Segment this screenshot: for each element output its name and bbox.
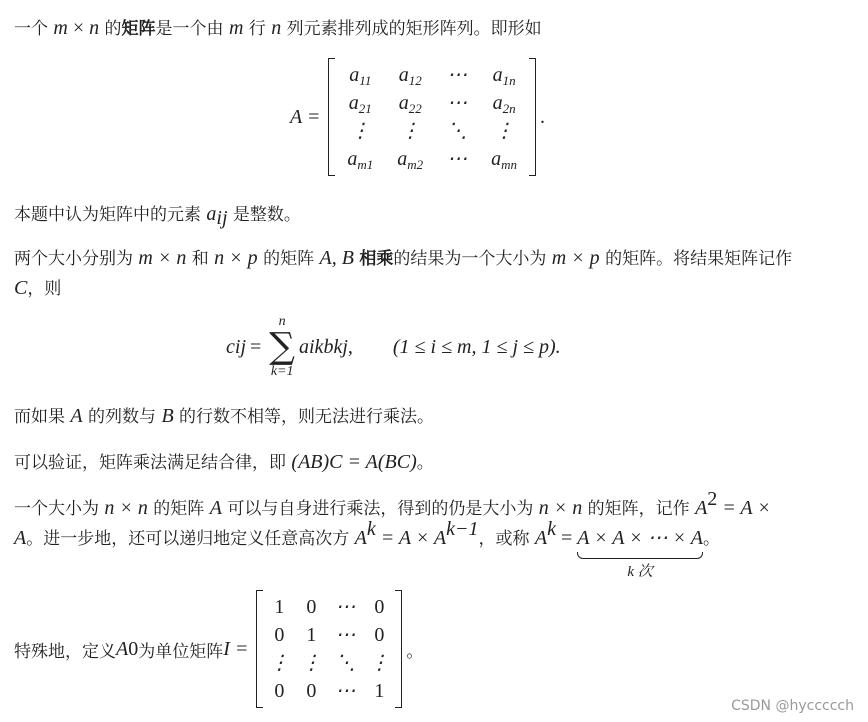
comma: , (347, 335, 353, 358)
summation (269, 314, 295, 380)
cell: ⋯ (447, 148, 468, 170)
product-chain: A × A × ⋯ × A (577, 527, 703, 549)
right-bracket (529, 58, 536, 176)
var-c: c (226, 335, 235, 358)
cell: $a_{m1}$ (347, 148, 374, 172)
times: × (67, 17, 90, 39)
math: n × n (538, 497, 583, 519)
paragraph-dimension-mismatch (14, 404, 434, 429)
var-b: b (323, 335, 334, 358)
text: 的矩阵 (147, 499, 210, 519)
text: 的矩阵，记作 (582, 499, 696, 519)
brace-line (577, 552, 703, 559)
matrix-row: 0 1 ⋯ 0 (274, 624, 385, 646)
matrix-row (335, 117, 529, 145)
text: 可以验证，矩阵乘法满足结合律，即 (14, 453, 292, 473)
superscript: k (366, 518, 376, 540)
matrix-row (335, 61, 529, 89)
var-n: n (271, 17, 282, 39)
left-bracket (256, 590, 263, 708)
formula-display: c ij = n ∑ k=1 a ik b kj , (1 ≤ i ≤ m, 1 ≤ j ≤ p). (226, 314, 561, 379)
text: 本题中认为矩阵中的元素 (14, 205, 207, 225)
brace-label: k 次 (627, 564, 653, 580)
var-a: A (70, 405, 83, 427)
text: 的行数不相等，则无法进行乘法。 (173, 407, 435, 427)
sigma: ∑ (269, 326, 295, 367)
math: m × p (551, 247, 600, 269)
subscript: ij (216, 207, 228, 229)
cell: $a_{mn}$ (491, 148, 518, 172)
cell: $a_{21}$ (348, 92, 372, 116)
superscript: 2 (707, 488, 718, 510)
cell: ⋮ (494, 120, 515, 142)
var-a: A (14, 527, 27, 549)
matrix-row: 1 0 ⋯ 0 (274, 596, 385, 618)
var-n: n (89, 17, 100, 39)
paragraph-associativity (14, 450, 434, 475)
math: A, B (319, 247, 354, 269)
paragraph-power (14, 488, 771, 521)
cell: $a_{1n}$ (492, 64, 516, 88)
equals: = (250, 335, 262, 358)
var-a: a (299, 335, 309, 358)
cell: ⋱ (447, 120, 468, 142)
matrix-row (335, 89, 529, 117)
math: m × n (138, 247, 187, 269)
text: 是一个由 (155, 19, 229, 39)
csdn-watermark: CSDN @hyccccch (731, 698, 854, 714)
text: 为单位矩阵 (138, 641, 224, 662)
var-a: A (695, 497, 708, 519)
superscript: k (547, 518, 556, 540)
text: ，则 (27, 279, 62, 299)
math: n × p (214, 247, 258, 269)
text: 。 (702, 529, 720, 549)
var-m: m (53, 17, 68, 39)
var-a: A (209, 497, 222, 519)
right-bracket (395, 590, 402, 708)
math: (AB)C = A(BC) (291, 451, 417, 473)
math: n × n (104, 497, 148, 519)
cell: ⋯ (447, 92, 468, 114)
matrix-a-table (335, 61, 529, 173)
text: 和 (186, 249, 215, 269)
var-b: B (161, 405, 174, 427)
period: 。 (406, 641, 424, 662)
paragraph-multiplication (14, 246, 792, 271)
period: . (540, 105, 546, 128)
math: = A × (717, 497, 771, 519)
var-c: C (14, 277, 28, 299)
text: 而如果 (14, 407, 71, 427)
var-i: I = (223, 637, 249, 660)
matrix-lhs: A = (290, 105, 321, 128)
condition: (1 ≤ i ≤ m, 1 ≤ j ≤ p). (392, 335, 561, 358)
text: 是整数。 (227, 205, 301, 225)
cell: ⋮ (350, 120, 371, 142)
text: 两个大小分别为 (14, 249, 139, 269)
bold-term-multiply: 相乘 (359, 249, 394, 269)
paragraph-multiplication-cont (14, 276, 61, 301)
matrix-row: 0 0 ⋯ 1 (274, 680, 385, 702)
cell: $a_{22}$ (398, 92, 422, 116)
matrix-row (335, 145, 529, 173)
text: 行 (243, 19, 272, 39)
text: 的 (99, 19, 122, 39)
cell: $a_{11}$ (349, 64, 372, 88)
text: 一个 (14, 19, 54, 39)
matrix-row: ⋮ ⋮ ⋱ ⋮ (269, 652, 390, 674)
cell: $a_{2n}$ (492, 92, 516, 116)
bold-term-matrix: 矩阵 (121, 19, 156, 39)
cell: $a_{12}$ (398, 64, 422, 88)
text: 可以与自身进行乘法，得到的仍是大小为 (221, 499, 539, 519)
text: 列元素排列成的矩形阵列。即形如 (281, 19, 542, 39)
cell: ⋮ (400, 120, 421, 142)
text: 的结果为一个大小为 (393, 249, 552, 269)
paragraph-matrix-definition (14, 16, 542, 41)
paragraph-integer-elements (14, 202, 301, 227)
text: 的矩阵。将结果矩阵记作 (599, 249, 793, 269)
var-a: A (116, 637, 129, 660)
sum-lower: k=1 (270, 364, 294, 379)
sum-upper: n (278, 314, 286, 329)
text: 一个大小为 (14, 499, 105, 519)
var-a: A (354, 527, 367, 549)
paragraph-identity: 特殊地，定义 A 0 为单位矩阵 I = 1 0 ⋯ 0 0 1 ⋯ 0 ⋮ ⋮ ⋱ ⋮ 0 0 ⋯ 1 。 (14, 590, 423, 708)
paragraph-power-cont (14, 518, 720, 580)
underbrace (577, 526, 703, 580)
matrix-a-display (290, 58, 545, 176)
var-a: a (206, 203, 217, 225)
identity-matrix-table (263, 593, 395, 705)
text: 的列数与 (82, 407, 162, 427)
left-bracket (328, 58, 335, 176)
superscript: k−1 (446, 518, 479, 540)
cell: ⋯ (447, 64, 468, 86)
equals: = (555, 527, 578, 549)
text: 特殊地，定义 (14, 641, 116, 662)
var-a: A (534, 527, 548, 549)
text: ，或称 (478, 529, 535, 549)
math: = A × A (375, 527, 447, 549)
text: 。 (416, 453, 434, 473)
text: 。进一步地，还可以递归地定义任意高次方 (26, 529, 355, 549)
cell: $a_{m2}$ (397, 148, 424, 172)
var-m: m (228, 17, 244, 39)
text: 的矩阵 (257, 249, 320, 269)
